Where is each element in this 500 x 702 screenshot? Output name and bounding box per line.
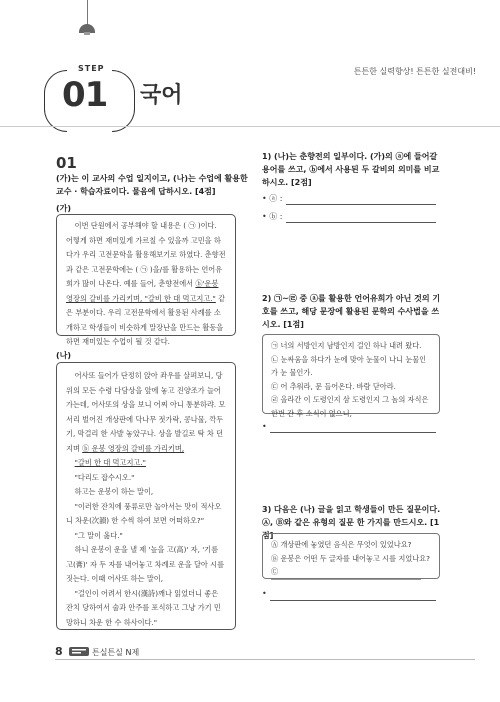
lamp-bulb — [84, 32, 90, 35]
example-item: ㉠ 너의 서방인지 남방인지 걸인 하나 내려 왔다. — [271, 341, 422, 350]
page-number: 8 — [55, 645, 63, 658]
example-box-2 — [262, 334, 440, 418]
answer-bullet-3: • — [262, 589, 267, 598]
passage-b-line: "이러한 잔치에 풍류로만 놀아서는 맛이 적사오니 차운(次韻) 한 수씩 하여 보면 어떠하오?" — [66, 501, 222, 525]
header-divider — [0, 126, 500, 127]
example-item: Ⓐ 개상판에 놓였던 음식은 무엇이 있었나요? — [271, 540, 412, 549]
passage-a-box — [56, 214, 236, 346]
label-ga: (가) — [56, 204, 72, 213]
example-box-3 — [262, 533, 440, 579]
example-item: ㉣ 올라간 이 도령인지 삼 도령인지 그 놈의 자식은 한번 간 후 소식이 없으니, — [271, 395, 429, 418]
question-prompt: (가)는 이 교사의 수업 일지이고, (나)는 수업에 활용한 교수 · 학습자료이다. 물음에 답하시오. [4점] — [56, 174, 248, 196]
lamp-cord — [87, 0, 88, 26]
step-number: 01 — [62, 75, 108, 115]
passage-a-text: 이번 단원에서 공부해야 할 내용은 ( ㉠ )이다. 어떻게 하면 재미있게 가르칠 수 있을까 고민을 하다가 우리 고전문학을 활용해보기로 하였다. 춘향전과 같은 고전문학에는 ( ㉠ )을/를 활용하는 언어유희가 많이 나온다. 예를 들어, 춘향전에서 ⓑ'운봉 영장의 갈비를 가리키며, "갈비 한 대 먹고지고." 같은 부분이다. 우리 고전문학에서 활용된 사례를 소개하고 학생들이 비슷하게 말장난을 만드는 활동을 하면 재미있는 수업이 될 것 같다. — [66, 221, 226, 346]
answer-bullet-2: • — [262, 422, 267, 431]
passage-b-line: 하고는 운봉이 하는 말이, — [74, 487, 154, 496]
step-label: STEP — [78, 64, 105, 73]
example-item: ㉡ 눈싸움을 하다가 눈에 맞아 눈물이 나니 눈물인가 눈 물인가. — [271, 354, 427, 377]
answer-line-b[interactable] — [286, 222, 436, 223]
answer-label-a: • ⓐ : — [262, 194, 283, 203]
label-na: (나) — [56, 351, 72, 360]
answer-label-b: • ⓑ : — [262, 212, 283, 221]
answer-line-a[interactable] — [286, 204, 436, 205]
example-item[interactable]: Ⓒ — [271, 565, 421, 580]
book-logo-icon — [68, 645, 90, 657]
passage-b-line: "다리도 잡수시오." — [74, 472, 135, 482]
subject-title: 국어 — [140, 83, 183, 108]
sub-question-1: 1) (나)는 춘향전의 일부이다. (가)의 ⓐ에 들어갈 용어를 쓰고, ⓑ에서 사용된 두 갈비의 의미를 비교하시오. [2점] — [262, 152, 440, 187]
passage-b-para: 어사또 들어가 단정히 앉아 좌우를 살펴보니, 당위의 모든 수령 다담상을 앞에 놓고 진양조가 늘어가는데, 어사또의 상을 보니 어찌 아니 통분하랴. 모서리 벌어진 개상판에 닥나무 젓가락, 콩나물, 깍두기, 막걸리 한 사발 놓았구나. 상을 발길로 탁 차 던지며 ⓑ 운봉 영장의 갈비를 가리키며, — [66, 371, 226, 453]
passage-b-box — [56, 362, 236, 630]
bracket-right — [112, 70, 135, 132]
passage-b-line: "그 말이 옳다." — [74, 530, 123, 540]
passage-b-line: 하니 운봉이 운을 낼 제 '높을 고(高)' 자, '기름 고(膏)' 자 두 자를 내어놓고 차례로 운을 달아 시를 짓는다. 이때 어사또 하는 말이, — [66, 545, 225, 583]
question-number: 01 — [56, 154, 77, 172]
passage-b-line: "걸인이 어려서 한시(漢詩)깨나 읽었더니 좋은 잔치 당하여서 술과 안주를 포식하고 그냥 가기 민망하니 차운 한 수 하사이다." — [66, 588, 221, 627]
footer-divider — [55, 659, 475, 660]
sub-question-3: 3) 다음은 (나) 글을 읽고 학생들이 만든 질문이다. Ⓐ, Ⓑ와 같은 유형의 질문 한 가지를 만드시오. [1점] — [262, 505, 441, 540]
sub-question-2: 2) ㉠~㉣ 중 ⓐ를 활용한 언어유희가 아닌 것의 기호를 쓰고, 해당 문장에 활용된 문학의 수사법을 쓰시오. [1점] — [262, 294, 441, 329]
tagline: 튼튼한 실력향상! 튼튼한 실전대비! — [353, 67, 476, 76]
example-item: Ⓑ 운봉은 어떤 두 글자를 내어놓고 시를 지었나요? — [271, 553, 430, 563]
passage-b-line: "갈비 한 대 먹고지고." — [74, 458, 146, 467]
book-title: 튼실튼실 N제 — [92, 648, 140, 657]
answer-line-3[interactable] — [270, 600, 436, 601]
example-item: ㉢ 어 추워라, 문 들어온다. 바람 닫아라. — [271, 381, 396, 391]
answer-line-2[interactable] — [270, 432, 436, 433]
